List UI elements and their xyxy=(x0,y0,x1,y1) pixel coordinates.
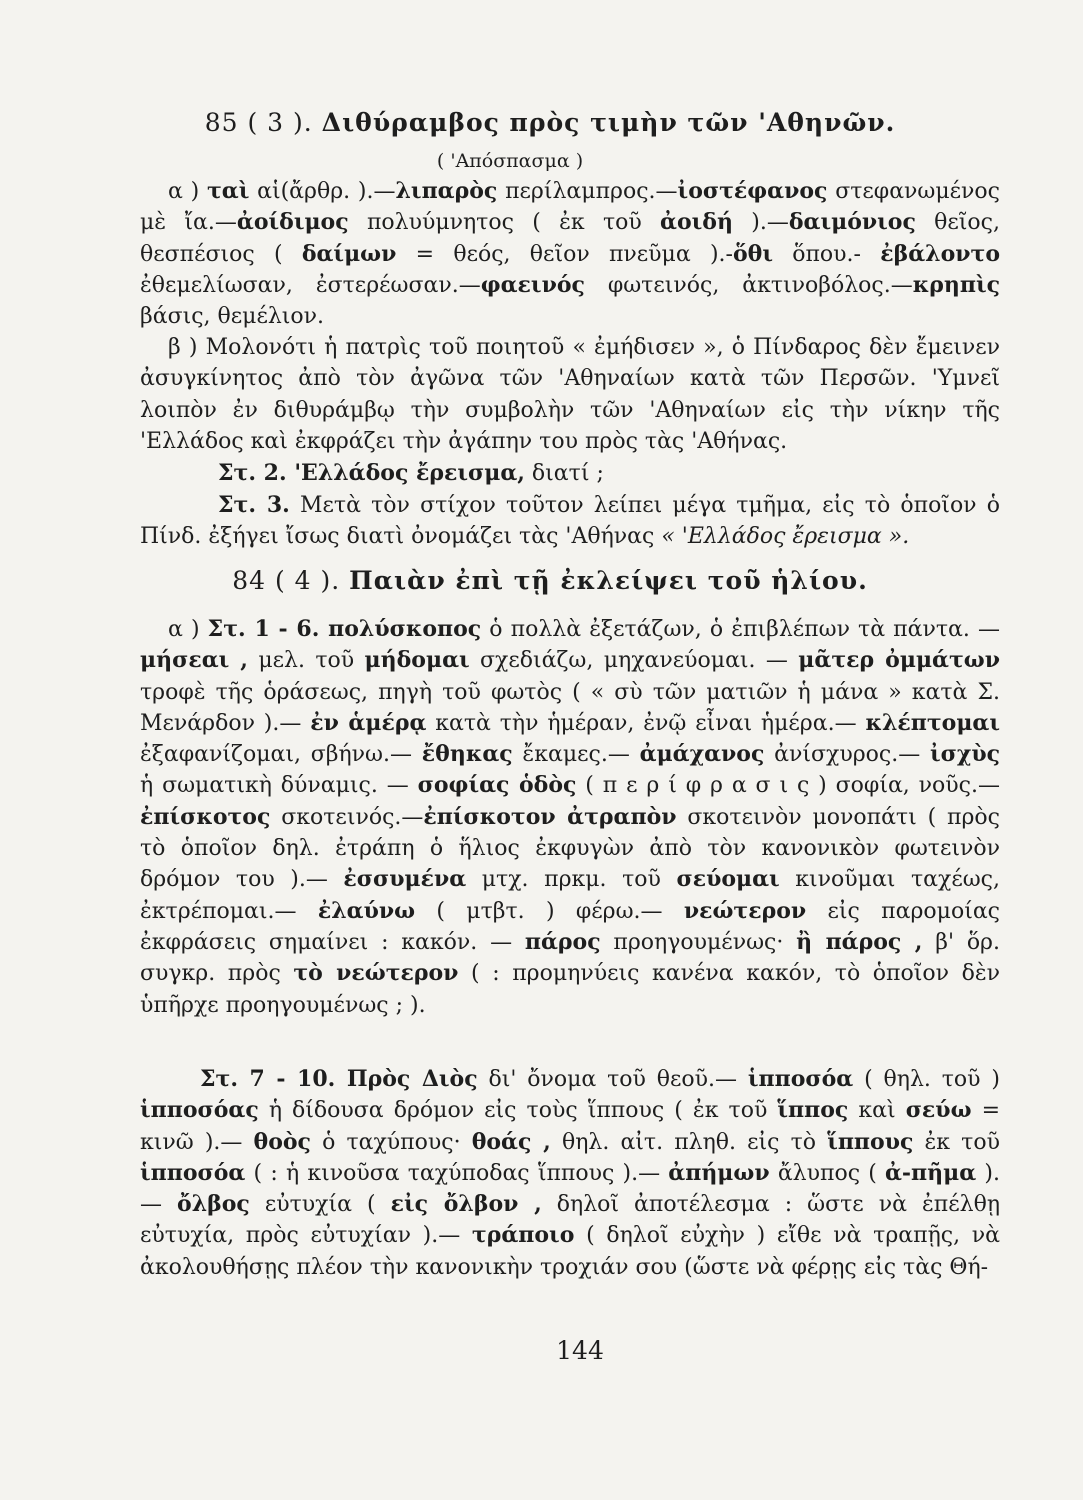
bold-term: δαιμόνιος xyxy=(788,209,916,236)
paragraph-verse-3 xyxy=(140,490,1000,553)
text-run: ( : ἡ κινοῦσα ταχύποδας ἵππους ).— xyxy=(245,1160,669,1186)
text-run: καὶ xyxy=(848,1098,906,1124)
bold-term: ἰσχὺς xyxy=(930,741,1000,768)
bold-term: Στ. 1 - 6. πολύσκοπος xyxy=(207,616,482,642)
text-run: σκοτεινὸν μονοπάτι ( πρὸς τὸ ὁποῖον δηλ. ἐτράπη ὁ ἥλιος ἐκφυγὼν ἀπὸ τὸν κανονικὸν φωτεινὸν δρόμον του ).— xyxy=(140,804,1000,893)
bold-term: τράποιο xyxy=(471,1222,575,1249)
bold-term: ἔθηκας xyxy=(421,741,513,768)
bold-term: τὸ νεώτερον xyxy=(293,960,459,987)
text-run: στεφανωμένος μὲ ἴα.— xyxy=(140,179,1000,236)
paragraph-alpha xyxy=(140,176,1000,332)
text-run: αἱ(ἄρθρ. ).— xyxy=(249,179,396,204)
text-run: περίλαμπρος.— xyxy=(497,179,678,204)
bold-term: φαεινός xyxy=(480,271,585,298)
bold-term: ταὶ xyxy=(206,178,250,204)
text-run: ).— xyxy=(140,1160,1000,1218)
bold-term: θοάς , xyxy=(471,1128,551,1155)
section-heading-84 xyxy=(140,566,960,595)
text-run: θεῖος, θεσπέσιος ( xyxy=(140,210,1000,267)
text-run: ἄλυπος ( xyxy=(769,1160,885,1186)
paragraph-verse-2 xyxy=(140,458,1000,489)
text-run: προηγουμένως· xyxy=(600,929,797,955)
bold-term: ἱπποσόας xyxy=(140,1097,259,1124)
section-title-84: Παιὰν ἐπὶ τῇ ἐκλείψει τοῦ ἡλίου. xyxy=(349,566,868,595)
text-run: εὐτυχία ( xyxy=(249,1192,391,1218)
text-run: μτχ. πρκμ. τοῦ xyxy=(466,867,677,893)
bold-term: μήδομαι xyxy=(364,647,470,674)
section-number-85: 85 ( 3 ). xyxy=(204,108,322,137)
bold-term: ἀοίδιμος xyxy=(236,209,349,236)
text-run: ἐθεμελίωσαν, ἐστερέωσαν.— xyxy=(140,272,481,298)
section-heading-85 xyxy=(140,108,960,137)
section-number-84: 84 ( 4 ). xyxy=(232,566,350,595)
paragraph-verse-7-10 xyxy=(140,1064,1000,1283)
text-run: δι' ὄνομα τοῦ θεοῦ.— xyxy=(477,1067,748,1092)
text-run: ( μτβτ. ) φέρω.— xyxy=(415,898,684,924)
bold-term: ὅθι xyxy=(732,240,773,267)
text-run: Μετὰ τὸν στίχον τοῦτον λείπει μέγα τμῆμα, εἰς τὸ ὁποῖον ὁ Πίνδ. ἐξήγει ἴσως διατὶ ὀνομάζει τὰς 'Αθήνας xyxy=(140,493,1000,550)
text-run: κατὰ τὴν ἡμέραν, ἐνῷ εἶναι ἡμέρα.— xyxy=(426,710,866,736)
bold-term: ἐπίσκοτον ἀτραπὸν xyxy=(423,803,677,830)
text-run: ἡ σωματικὴ δύναμις. — xyxy=(140,773,418,799)
bold-term: θοὸς xyxy=(253,1128,311,1155)
paragraph-beta xyxy=(140,332,1000,457)
bold-term: σεύω xyxy=(905,1097,972,1124)
page-number: 144 xyxy=(556,1336,604,1365)
text-run: βάσις, θεμέλιον. xyxy=(140,304,325,330)
bold-term: ἰοστέφανος xyxy=(677,178,828,204)
bold-term: σεύομαι xyxy=(676,866,780,893)
text-run: β' ὅρ. συγκρ. πρὸς xyxy=(140,929,1000,987)
bold-term: ἐβάλοντο xyxy=(880,240,1000,267)
text-run: μελ. τοῦ xyxy=(247,648,365,674)
bold-term: κλέπτομαι xyxy=(865,709,1000,736)
text-run: ἀνίσχυρος.— xyxy=(764,742,930,768)
bold-term: ἀπήμων xyxy=(668,1159,770,1186)
bold-term: ἐσσυμένα xyxy=(343,866,467,893)
text-run: = θεός, θεῖον πνεῦμα ).- xyxy=(396,241,733,267)
bold-term: ἱπποσόα xyxy=(747,1066,854,1092)
text-run: β ) Μολονότι ἡ πατρὶς τοῦ ποιητοῦ « ἐμήδισεν », ὁ Πίνδαρος δὲν ἔμεινεν ἀσυγκίνητος ἀπὸ τὸν ἀγῶνα τῶν 'Αθηναίων κατὰ τῶν Περσῶν. 'Υμνεῖ λοιπὸν ἐν διθυράμβῳ τὴν συμβολὴν τῶν 'Αθηναίων εἰς τὴν νίκην τῆς 'Ελλάδος καὶ ἐκφράζει τὴν ἀγάπην του πρὸς τὰς 'Αθήνας. xyxy=(140,335,1000,454)
text-run: κινοῦμαι ταχέως, ἐκτρέπομαι.— xyxy=(140,867,1000,924)
text-run: α ) xyxy=(168,617,208,642)
text-run: τροφὲ τῆς ὁράσεως, πηγὴ τοῦ φωτὸς ( « σὺ τῶν ματιῶν ἡ μάνα » κατὰ Σ. Μενάρδον ).— xyxy=(140,679,1000,736)
text-run: α ) xyxy=(168,179,207,204)
bold-term: Στ. 7 - 10. Πρὸς Διὸς xyxy=(200,1066,478,1092)
bold-term: ἀ-πῆμα xyxy=(885,1159,977,1186)
text-run: σχεδιάζω, μηχανεύομαι. — xyxy=(469,648,799,674)
bold-term: ὄλβος xyxy=(177,1191,250,1218)
text-run: ἡ δίδουσα δρόμον εἰς τοὺς ἵππους ( ἐκ τοῦ xyxy=(258,1098,778,1124)
bold-term: ἀμάχανος xyxy=(639,741,765,768)
text-run: ).— xyxy=(732,210,789,236)
text-run: ( δηλοῖ εὐχὴν ) εἴθε νὰ τραπῇς, νὰ ἀκολουθήσῃς πλέον τὴν κανονικὴν τροχιάν σου (ὥστε νὰ φέρῃς εἰς τὰς Θή- xyxy=(140,1223,1000,1280)
bold-term: Στ. 2. xyxy=(218,460,295,486)
bold-term: κρηπὶς xyxy=(912,271,1000,298)
text-run: ( π ε ρ ί φ ρ α σ ι ς ) σοφία, νοῦς.— xyxy=(576,773,1000,799)
text-run: πολυύμνητος ( ἐκ τοῦ xyxy=(348,210,661,236)
text-run: θηλ. αἰτ. πληθ. εἰς τὸ xyxy=(550,1129,828,1155)
bold-term: σοφίας ὁδὸς xyxy=(417,772,577,799)
bold-term: ἢ πάρος , xyxy=(796,928,923,955)
bold-term: δαίμων xyxy=(301,240,397,267)
text-run: = κινῶ ).— xyxy=(140,1098,1001,1155)
bold-term: ἀοιδή xyxy=(660,209,733,236)
text-run: εἰς παρομοίας ἐκφράσεις σημαίνει : κακόν. — xyxy=(140,898,1001,955)
text-run: σκοτεινός.— xyxy=(270,804,424,830)
text-run: ὁ πολλὰ ἐξετάζων, ὁ ἐπιβλέπων τὰ πάντα. — xyxy=(481,617,1000,642)
bold-term: ἱπποσόα xyxy=(140,1159,246,1186)
bold-term: εἰς ὄλβον , xyxy=(390,1191,542,1218)
text-run: ( θηλ. τοῦ ) xyxy=(853,1067,1000,1092)
section-title-85: Διθύραμβος πρὸς τιμὴν τῶν 'Αθηνῶν. xyxy=(321,108,896,137)
text-run: φωτεινός, ἀκτινοβόλος.— xyxy=(584,272,913,298)
bold-term: μᾶτερ ὀμμάτων xyxy=(798,647,1000,674)
bold-term: ἐπίσκοτος xyxy=(140,803,271,830)
bold-term: ἐν ἁμέρᾳ xyxy=(310,709,427,736)
bold-term: ἵππος xyxy=(777,1097,849,1124)
text-run: ( : προμηνύεις κανένα κακόν, τὸ ὁποῖον δὲν ὑπῆρχε προηγουμένως ; ). xyxy=(140,961,1001,1018)
bold-term: 'Ελλάδος ἔρεισμα, xyxy=(294,460,525,486)
bold-term: μήσεαι , xyxy=(140,647,248,674)
text-run: ὁ ταχύπους· xyxy=(310,1129,472,1155)
text-run: ἔκαμες.— xyxy=(512,742,640,768)
bold-term: ἐλαύνω xyxy=(317,897,416,924)
bold-term: Στ. 3. xyxy=(218,492,290,518)
text-run: ἐκ τοῦ xyxy=(913,1129,1000,1155)
text-run: δηλοῖ ἀποτέλεσμα : ὥστε νὰ ἐπέλθῃ εὐτυχία, πρὸς εὐτυχίαν ).— xyxy=(140,1192,1001,1249)
bold-term: πάρος xyxy=(524,928,601,955)
text-run: διατί ; xyxy=(524,461,604,486)
bold-term: λιπαρὸς xyxy=(395,178,498,204)
text-run: ἐξαφανίζομαι, σβήνω.— xyxy=(140,742,422,768)
section-subtitle-85: ( 'Απόσπασμα ) xyxy=(436,150,584,172)
italic-text: « 'Ελλάδος ἔρεισμα ». xyxy=(661,524,910,550)
text-run: ὅπου.- xyxy=(772,241,881,267)
paragraph-84-alpha xyxy=(140,614,1000,1021)
bold-term: νεώτερον xyxy=(683,897,807,924)
bold-term: ἵππους xyxy=(827,1128,914,1155)
